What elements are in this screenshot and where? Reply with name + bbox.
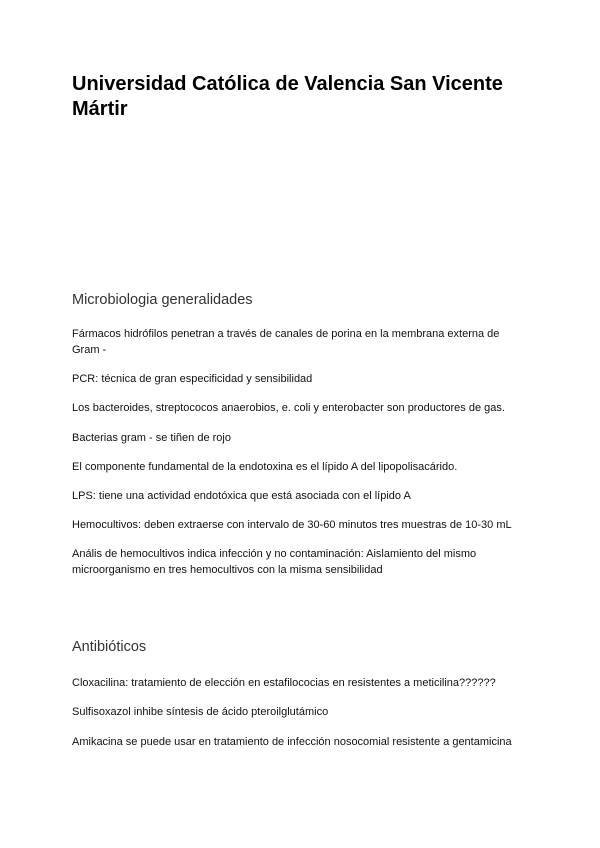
paragraph: Cloxacilina: tratamiento de elección en estafilococias en resistentes a meticilina?????? <box>72 677 496 689</box>
paragraph: Hemocultivos: deben extraerse con intervalo de 30-60 minutos tres muestras de 10-30 mL <box>72 519 512 531</box>
paragraph: El componente fundamental de la endotoxina es el lípido A del lipopolisacárido. <box>72 461 458 473</box>
paragraph: Bacterias gram - se tiñen de rojo <box>72 432 231 444</box>
section-heading-microbiologia: Microbiologia generalidades <box>72 292 253 308</box>
paragraph: Sulfisoxazol inhibe síntesis de ácido pteroilglutámico <box>72 706 329 718</box>
section-heading-antibioticos: Antibióticos <box>72 639 147 655</box>
paragraph: LPS: tiene una actividad endotóxica que está asociada con el lípido A <box>72 490 411 502</box>
paragraph: Anális de hemocultivos indica infección y no contaminación: Aislamiento del mismo microorganismo en tres hemocultivos con la misma sensibilidad <box>72 548 477 576</box>
paragraph: PCR: técnica de gran especificidad y sensibilidad <box>72 373 313 385</box>
paragraph: Los bacteroides, streptococos anaerobios, e. coli y enterobacter son productores de gas. <box>72 402 505 414</box>
paragraph: Amikacina se puede usar en tratamiento de infección nosocomial resistente a gentamicina <box>72 736 512 748</box>
paragraph: Fármacos hidrófilos penetran a través de canales de porina en la membrana externa de Gram - <box>72 328 500 356</box>
document-title: Universidad Católica de Valencia San Vicente Mártir <box>72 73 503 120</box>
